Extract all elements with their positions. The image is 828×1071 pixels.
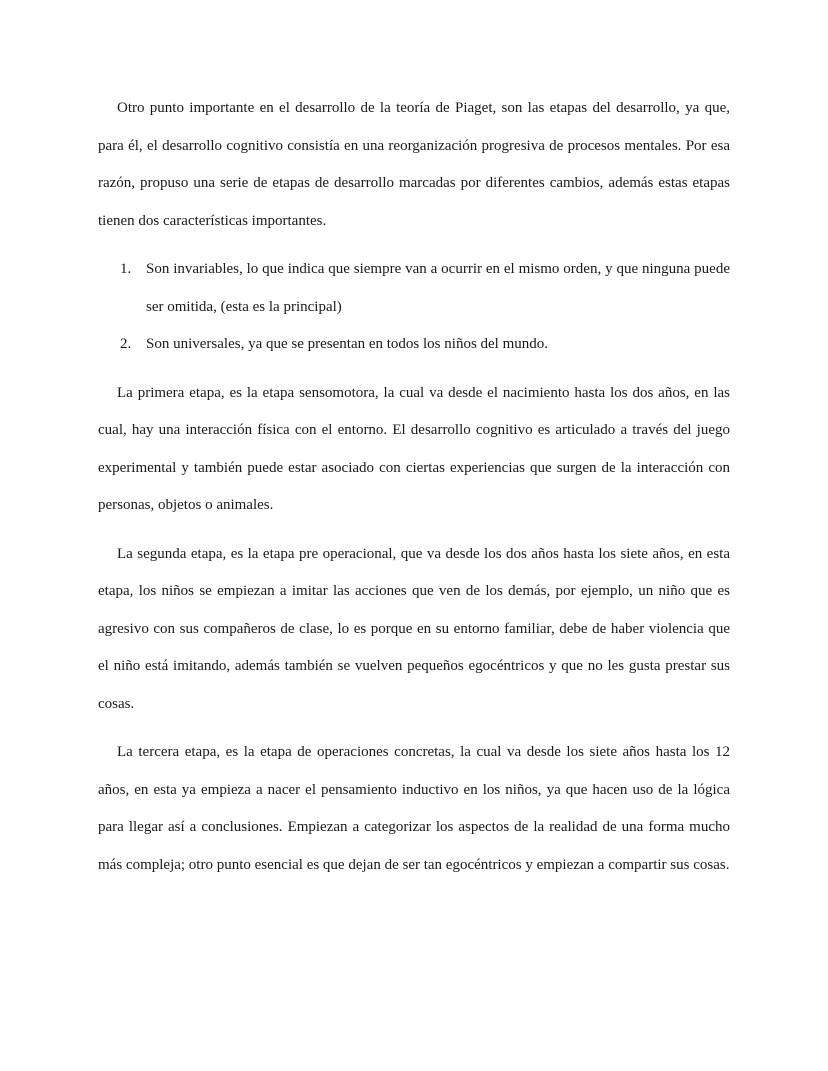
list-item-number: 2. [120, 336, 132, 352]
stage-paragraph-first: La primera etapa, es la etapa sensomotora, la cual va desde el nacimiento hasta los dos años, en las cual, hay una interacción física con el entorno. El desarrollo cognitivo es articulado a través del juego experimental y también puede estar asociado con ciertas experiencias que surgen de la interacción con personas, objetos o animales. [98, 384, 730, 513]
stage-paragraph-third: La tercera etapa, es la etapa de operaciones concretas, la cual va desde los siete años hasta los 12 años, en esta ya empieza a nacer el pensamiento inductivo en los niños, ya que hacen uso de la lógica para llegar así a conclusiones. Empiezan a categorizar los aspectos de la realidad de una forma mucho más compleja; otro punto esencial es que dejan de ser tan egocéntricos y empiezan a compartir sus cosas. [98, 744, 730, 873]
list-item-number: 1. [120, 261, 132, 277]
list-item [98, 251, 730, 326]
intro-paragraph: Otro punto importante en el desarrollo de la teoría de Piaget, son las etapas del desarrollo, ya que, para él, el desarrollo cognitivo consistía en una reorganización progresiva de procesos mentales. Por esa razón, propuso una serie de etapas de desarrollo marcadas por diferentes cambios, además estas etapas tienen dos características importantes. [98, 100, 730, 229]
list-item [98, 326, 730, 364]
stage-paragraph-second: La segunda etapa, es la etapa pre operacional, que va desde los dos años hasta los siete años, en esta etapa, los niños se empiezan a imitar las acciones que ven de los demás, por ejemplo, un niño que es agresivo con sus compañeros de clase, lo es porque en su entorno familiar, debe de haber violencia que el niño está imitando, además también se vuelven pequeños egocéntricos y que no les gusta prestar sus cosas. [98, 545, 730, 712]
list-item-text: Son invariables, lo que indica que siempre van a ocurrir en el mismo orden, y que ninguna puede ser omitida, (esta es la principal) [146, 261, 730, 315]
list-item-text: Son universales, ya que se presentan en todos los niños del mundo. [146, 336, 549, 352]
document-page [98, 90, 730, 884]
characteristics-list [98, 251, 730, 364]
